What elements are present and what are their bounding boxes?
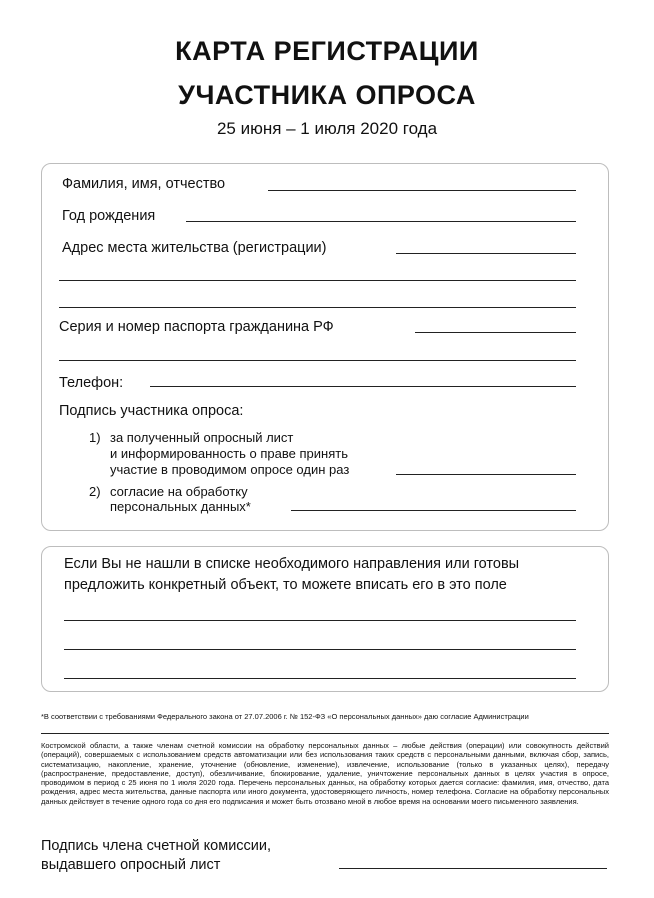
fullname-label: Фамилия, имя, отчество bbox=[62, 176, 226, 192]
item2-number: 2) bbox=[89, 484, 101, 499]
phone-label: Телефон: bbox=[59, 375, 124, 391]
commission-signature-field[interactable] bbox=[339, 868, 607, 869]
item1-text-line1: за полученный опросный лист bbox=[110, 430, 294, 445]
item2-text-line2: персональных данных* bbox=[110, 499, 251, 514]
footnote-divider bbox=[41, 733, 609, 734]
suggestion-text-line1: Если Вы не нашли в списке необходимого направления или готовы bbox=[64, 556, 520, 572]
suggestion-field-line3[interactable] bbox=[64, 678, 576, 679]
form-title-line2: УЧАСТНИКА ОПРОСА bbox=[178, 80, 476, 110]
item1-text-line2: и информированность о праве принять bbox=[110, 446, 348, 461]
item1-number: 1) bbox=[89, 430, 101, 445]
consent-footnote-body: Костромской области, а также членам счетной комиссии на обработку персональных данных – любые действия (операции) или совокупность действий (операций), совершаемых с использованием средств автоматизации или без использования таких средств с персональными данными, включая сбор, запись, систематизацию, накопление, хранение, уточнение (обновление, изменение), извлечение, использование (только в указанных целях), передачу (распространение, предоставление, доступ), обезличивание, блокирование, удаление, уничтожение персональных данных в целях участия в опросе, проводимом в период с 25 июня по 1 июля 2020 года. Перечень персональных данных, на обработку которых дается согласие: фамилия, имя, отчество, дата рождения, адрес места жительства, данные паспорта или иного документа, удостоверяющего личность, номер телефона. Согласие на обработку персональных данных действует в течение одного года со дня его подписания и может быть отозвано мной в любое время на основании моего письменного заявления. bbox=[41, 741, 609, 806]
address-field-line3[interactable] bbox=[59, 307, 576, 308]
fullname-field[interactable] bbox=[268, 190, 576, 191]
suggestion-field-line2[interactable] bbox=[64, 649, 576, 650]
consent-footnote-first-line: *В соответствии с требованиями Федерального закона от 27.07.2006 г. № 152-ФЗ «О персональных данных» даю согласие Администрации bbox=[41, 712, 529, 721]
item1-text-line3: участие в проводимом опросе один раз bbox=[110, 462, 350, 477]
participant-signature-label: Подпись участника опроса: bbox=[59, 403, 244, 419]
birth-year-label: Год рождения bbox=[62, 208, 156, 224]
item2-signature-field[interactable] bbox=[291, 510, 576, 511]
suggestion-field-line1[interactable] bbox=[64, 620, 576, 621]
address-field-line2[interactable] bbox=[59, 280, 576, 281]
address-label: Адрес места жительства (регистрации) bbox=[62, 240, 327, 256]
suggestion-text-line2: предложить конкретный объект, то можете вписать его в это поле bbox=[64, 577, 507, 593]
commission-signature-label-line1: Подпись члена счетной комиссии, bbox=[41, 838, 272, 854]
form-title-line1: КАРТА РЕГИСТРАЦИИ bbox=[175, 36, 479, 66]
item2-text-line1: согласие на обработку bbox=[110, 484, 248, 499]
phone-field[interactable] bbox=[150, 386, 576, 387]
item1-signature-field[interactable] bbox=[396, 474, 576, 475]
birth-year-field[interactable] bbox=[186, 221, 576, 222]
passport-field-line2[interactable] bbox=[59, 360, 576, 361]
passport-label: Серия и номер паспорта гражданина РФ bbox=[59, 319, 334, 335]
commission-signature-label-line2: выдавшего опросный лист bbox=[41, 857, 221, 873]
survey-dates: 25 июня – 1 июля 2020 года bbox=[216, 119, 438, 138]
address-field-line1[interactable] bbox=[396, 253, 576, 254]
passport-field-line1[interactable] bbox=[415, 332, 576, 333]
